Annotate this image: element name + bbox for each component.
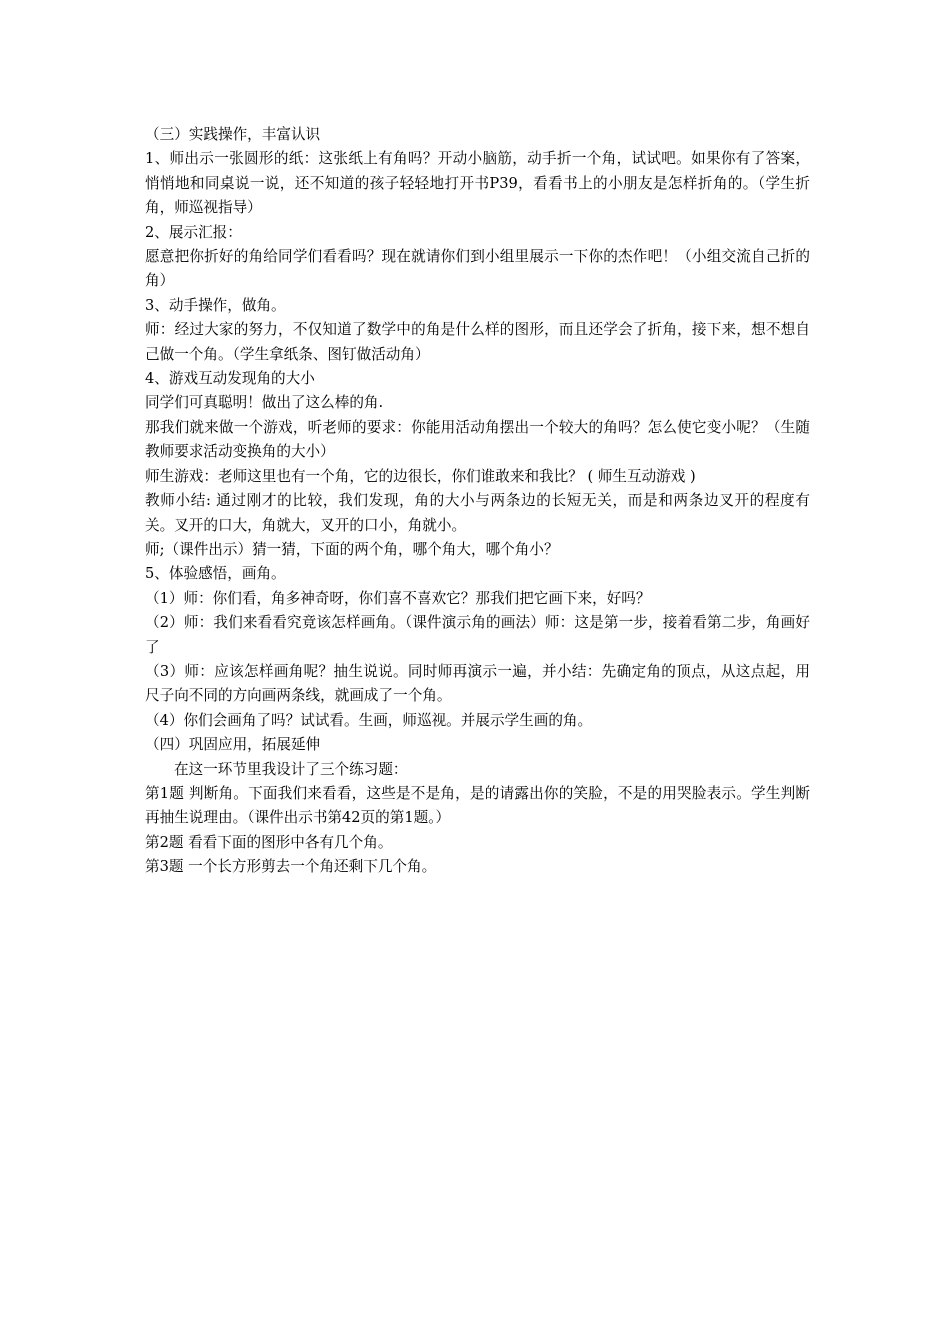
- step-heading-show-report: 2、展示汇报：: [145, 223, 242, 241]
- step-heading-draw-angle: 5、体验感悟，画角。: [145, 565, 286, 583]
- paragraph-exercise-intro: 在这一环节里我设计了三个练习题：: [174, 760, 408, 778]
- step-heading-make-angle: 3、动手操作，做角。: [145, 296, 286, 314]
- paragraph-teacher-summary: 教师小结: 通过刚才的比较，我们发现，角的大小与两条边的长短无关，而是和两条边叉开的程度有关。叉开的口大，角就大，叉开的口小，角就小。: [145, 492, 810, 534]
- paragraph-teacher-game: 师生游戏：老师这里也有一个角，它的边很长，你们谁敢来和我比？ ( 师生互动游戏 ): [145, 467, 696, 485]
- paragraph-game-rules: 那我们就来做一个游戏，听老师的要求：你能用活动角摆出一个较大的角吗？怎么使它变小呢？（生随教师要求活动变换角的大小）: [145, 418, 810, 461]
- step-heading-game: 4、游戏互动发现角的大小: [145, 370, 315, 388]
- paragraph-show-work: 愿意把你折好的角给同学们看看吗？现在就请你们到小组里展示一下你的杰作吧！（小组交流自己折的角）: [145, 248, 810, 290]
- paragraph-make-angle: 师：经过大家的努力，不仅知道了数学中的角是什么样的图形，而且还学会了折角，接下来，想不想自己做一个角。（学生拿纸条、图钉做活动角）: [145, 321, 810, 363]
- paragraph-fold-angle: 1、师出示一张圆形的纸：这张纸上有角吗？开动小脑筋，动手折一个角，试试吧。如果你有了答案，悄悄地和同桌说一说，还不知道的孩子轻轻地打开书P39，看看书上的小朋友是怎样折角的。（学生折角，师巡视指导）: [145, 150, 810, 217]
- paragraph-draw-1: （1）师：你们看，角多神奇呀，你们喜不喜欢它？那我们把它画下来，好吗？: [145, 589, 651, 607]
- paragraph-draw-2: （2）师：我们来看看究竟该怎样画角。（课件演示角的画法）师：这是第一步，接着看第二步，角画好了: [145, 614, 810, 656]
- document-body: [145, 123, 810, 880]
- exercise-1: 第1题 判断角。下面我们来看看，这些是不是角，是的请露出你的笑脸，不是的用哭脸表示。学生判断再抽生说理由。（课件出示书第42页的第1题。）: [145, 784, 810, 827]
- exercise-3: 第3题 一个长方形剪去一个角还剩下几个角。: [145, 858, 437, 876]
- section-heading-practice: （三）实践操作，丰富认识: [145, 126, 321, 143]
- paragraph-draw-4: （4）你们会画角了吗？试试看。生画，师巡视。并展示学生画的角。: [145, 711, 593, 729]
- paragraph-guess-angles: 师;（课件出示）猜一猜，下面的两个角，哪个角大，哪个角小？: [145, 540, 559, 558]
- paragraph-praise: 同学们可真聪明！做出了这么棒的角.: [145, 394, 384, 412]
- exercise-2: 第2题 看看下面的图形中各有几个角。: [145, 833, 393, 851]
- section-heading-application: （四）巩固应用，拓展延伸: [145, 736, 321, 754]
- paragraph-draw-3: （3）师：应该怎样画角呢？抽生说说。同时师再演示一遍，并小结：先确定角的顶点，从这点起，用尺子向不同的方向画两条线，就画成了一个角。: [145, 662, 810, 705]
